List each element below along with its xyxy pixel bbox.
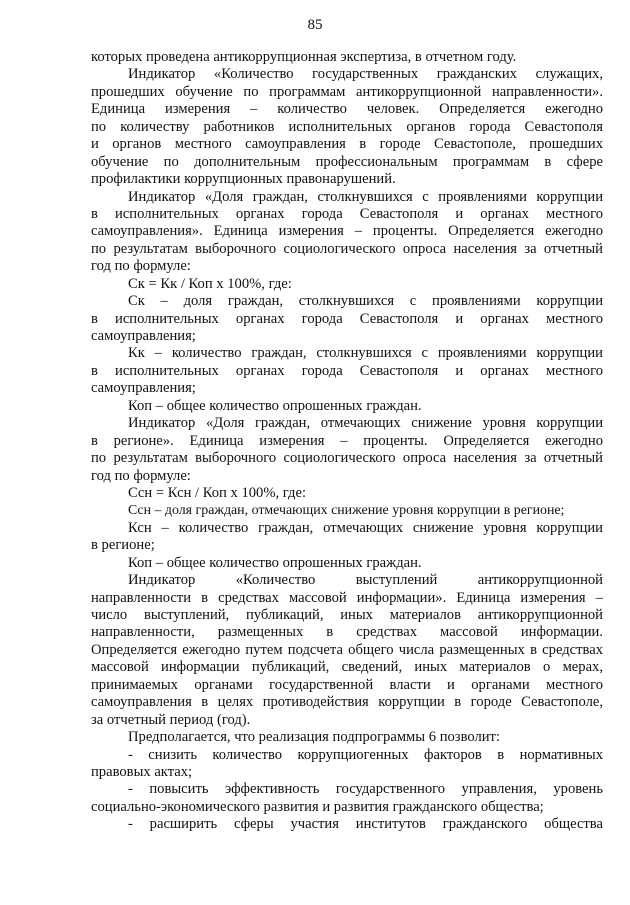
text-line: Ссн = Ксн / Коп х 100%, где: xyxy=(128,484,307,501)
text-line: Ссн – доля граждан, отмечающих снижение уровня коррупции в регионе; xyxy=(128,503,565,519)
text-line: в исполнительных органах города Севастополя и органах местного xyxy=(91,362,603,379)
text-line: Коп – общее количество опрошенных граждан. xyxy=(128,554,422,571)
text-line: Индикатор «Количество выступлений антикоррупционной xyxy=(128,572,603,589)
text-line: самоуправления; xyxy=(91,328,196,344)
text-line: самоуправления в целях противодействия коррупции в городе Севастополе, xyxy=(91,694,603,711)
text-line: и органов местного самоуправления в городе Севастополе, прошедших xyxy=(91,136,603,153)
text-line: Единица измерения – количество человек. Определяется ежегодно xyxy=(91,101,603,118)
text-line: в исполнительных органах города Севастополя и органах местного xyxy=(91,310,603,327)
text-line: Индикатор «Количество государственных гражданских служащих, xyxy=(128,66,603,83)
text-line: Ск – доля граждан, столкнувшихся с проявлениями коррупции xyxy=(128,293,603,310)
text-line: самоуправления». Единица измерения – проценты. Определяется ежегодно xyxy=(91,223,603,240)
text-line: Коп – общее количество опрошенных граждан. xyxy=(128,397,422,414)
text-line: профилактики коррупционных правонарушений. xyxy=(91,171,396,188)
text-line: которых проведена антикоррупционная экспертиза, в отчетном году. xyxy=(91,49,517,65)
text-line: массовой информации публикаций, сведений, иных материалов о мерах, xyxy=(91,659,603,676)
text-line: по результатам выборочного социологического опроса населения за отчетный xyxy=(91,450,603,467)
text-line: социально-экономического развития и развития гражданского общества; xyxy=(91,798,544,815)
text-line: Ск = Кк / Коп х 100%, где: xyxy=(128,275,292,292)
text-line: - повысить эффективность государственного управления, уровень xyxy=(128,781,603,798)
text-line: прошедших обучение по программам антикоррупционной направленности». xyxy=(91,83,603,100)
text-line: самоуправления; xyxy=(91,380,196,397)
text-line: Предполагается, что реализация подпрограммы 6 позволит: xyxy=(128,729,500,746)
text-line: - снизить количество коррупциогенных факторов в нормативных xyxy=(128,746,603,763)
text-line: год по формуле: xyxy=(91,258,191,275)
text-line: в регионе». Единица измерения – проценты. Определяется ежегодно xyxy=(91,432,603,449)
text-line: направленности, размещенных в средствах массовой информации. xyxy=(91,624,603,641)
text-line: - расширить сферы участия институтов гражданского общества xyxy=(128,816,603,833)
text-line: по количеству работников исполнительных органов города Севастополя xyxy=(91,118,603,135)
page-number: 85 xyxy=(307,17,323,33)
text-line: за отчетный период (год). xyxy=(91,711,251,728)
text-line: Определяется ежегодно путем подсчета общего числа размещенных в средствах xyxy=(91,641,603,658)
text-line: обучение по дополнительным профессиональным программам в сфере xyxy=(91,153,603,170)
text-line: в исполнительных органах города Севастополя и органах местного xyxy=(91,205,603,222)
text-line: в регионе; xyxy=(91,537,155,554)
text-line: год по формуле: xyxy=(91,467,191,484)
text-line: Индикатор «Доля граждан, отмечающих снижение уровня коррупции xyxy=(128,415,603,432)
text-line: число выступлений, публикаций, иных материалов антикоррупционной xyxy=(91,607,603,623)
text-line: Кк – количество граждан, столкнувшихся с проявлениями коррупции xyxy=(128,345,603,362)
text-line: принимаемых органами государственной власти и органами местного xyxy=(91,676,603,693)
document-body xyxy=(91,49,603,834)
text-line: Ксн – количество граждан, отмечающих снижение уровня коррупции xyxy=(128,519,603,536)
text-line: по результатам выборочного социологического опроса населения за отчетный xyxy=(91,240,603,257)
text-line: направленности в средствах массовой информации». Единица измерения – xyxy=(91,589,603,606)
text-line: Индикатор «Доля граждан, столкнувшихся с проявлениями коррупции xyxy=(128,188,603,205)
text-line: правовых актах; xyxy=(91,763,193,780)
